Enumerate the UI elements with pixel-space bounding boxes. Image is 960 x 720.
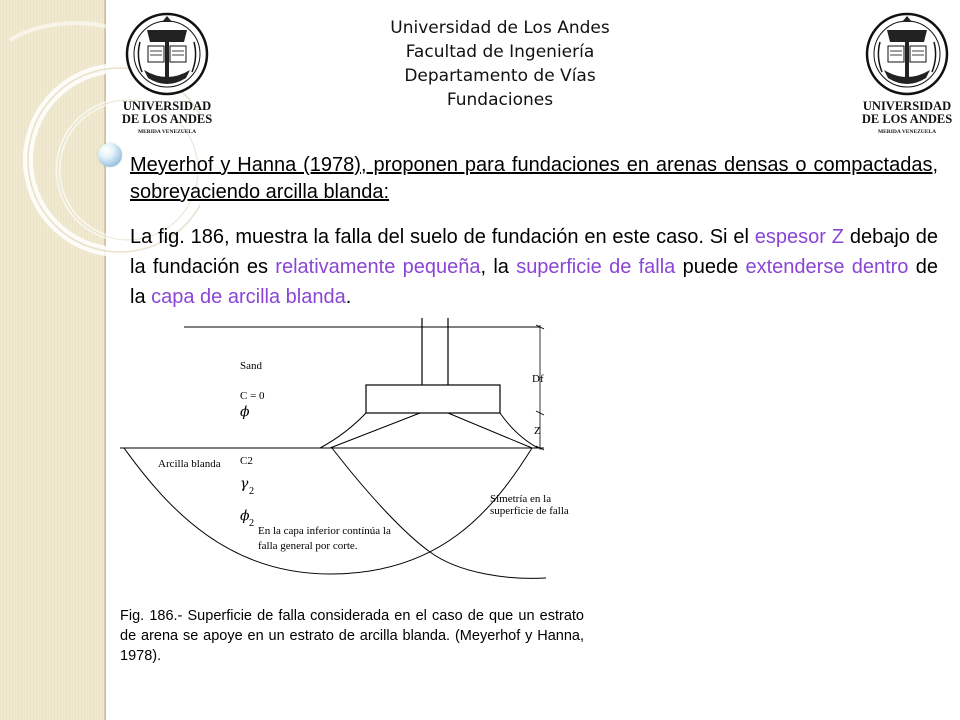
header-university: Universidad de Los Andes <box>390 18 610 38</box>
bullet-icon <box>98 143 122 167</box>
header-department: Departamento de Vías <box>404 66 596 86</box>
cohesion-label: C = 0 <box>240 390 265 402</box>
symmetry-line1: Simetría en la <box>490 493 552 505</box>
phi2-subscript: 2 <box>249 518 254 529</box>
body-paragraph <box>130 222 938 312</box>
symmetry-line2: superficie de falla <box>490 505 569 517</box>
phi2-symbol: ϕ <box>240 508 250 524</box>
body-segment: , la <box>480 256 517 278</box>
body-highlight: superficie de falla <box>516 256 676 278</box>
sand-label: Sand <box>240 360 262 372</box>
c2-label: C2 <box>240 455 253 467</box>
phi-symbol: ϕ <box>240 404 250 420</box>
note-line1: En la capa inferior contínúa la <box>258 525 391 537</box>
body-segment: . <box>345 286 352 308</box>
university-logo-left <box>122 12 212 138</box>
failure-line-left <box>330 413 420 448</box>
df-label: Df <box>532 373 544 385</box>
logo-name-line1: UNIVERSIDAD <box>862 99 952 113</box>
z-label: Z <box>534 425 541 437</box>
gamma-subscript: 2 <box>249 486 254 497</box>
figure-caption: Fig. 186.- Superficie de falla considerada en el caso de que un estrato de arena se apoye en un estrato de arcilla blanda. (Meyerhof y Hanna, 1978). <box>120 608 584 664</box>
body-segment: de la <box>130 256 938 308</box>
logo-name-line2: DE LOS ANDES <box>862 112 952 126</box>
note-line2: falla general por corte. <box>258 540 358 552</box>
clay-label: Arcilla blanda <box>158 458 221 470</box>
body-highlight: extenderse dentro <box>745 256 909 278</box>
decorative-side-strip <box>0 0 106 720</box>
logo-name-line2: DE LOS ANDES <box>122 112 212 126</box>
university-logo-right <box>862 12 952 138</box>
body-segment: debajo de la fundación es <box>130 226 938 278</box>
failure-surface-diagram <box>120 312 600 594</box>
footing <box>366 385 500 413</box>
gamma-symbol: γ <box>240 476 249 492</box>
slide-header <box>360 16 640 112</box>
header-course: Fundaciones <box>446 90 554 110</box>
body-segment: La fig. 186, muestra la falla del suelo de fundación en este caso. Si el <box>130 226 755 248</box>
intro-paragraph: Meyerhof y Hanna (1978), proponen para fundaciones en arenas densas o compactadas, sobreyaciendo arcilla blanda: <box>130 154 938 203</box>
body-highlight: capa de arcilla blanda <box>151 286 346 308</box>
body-segment: puede <box>675 256 746 278</box>
header-faculty: Facultad de Ingeniería <box>405 42 595 62</box>
logo-location: MERIDA VENEZUELA <box>137 129 197 135</box>
logo-location: MERIDA VENEZUELA <box>877 129 937 135</box>
body-highlight: relativamente pequeña <box>275 256 481 278</box>
body-highlight: espesor Z <box>754 226 844 248</box>
failure-line-right <box>448 413 532 448</box>
logo-name-line1: UNIVERSIDAD <box>122 99 212 113</box>
